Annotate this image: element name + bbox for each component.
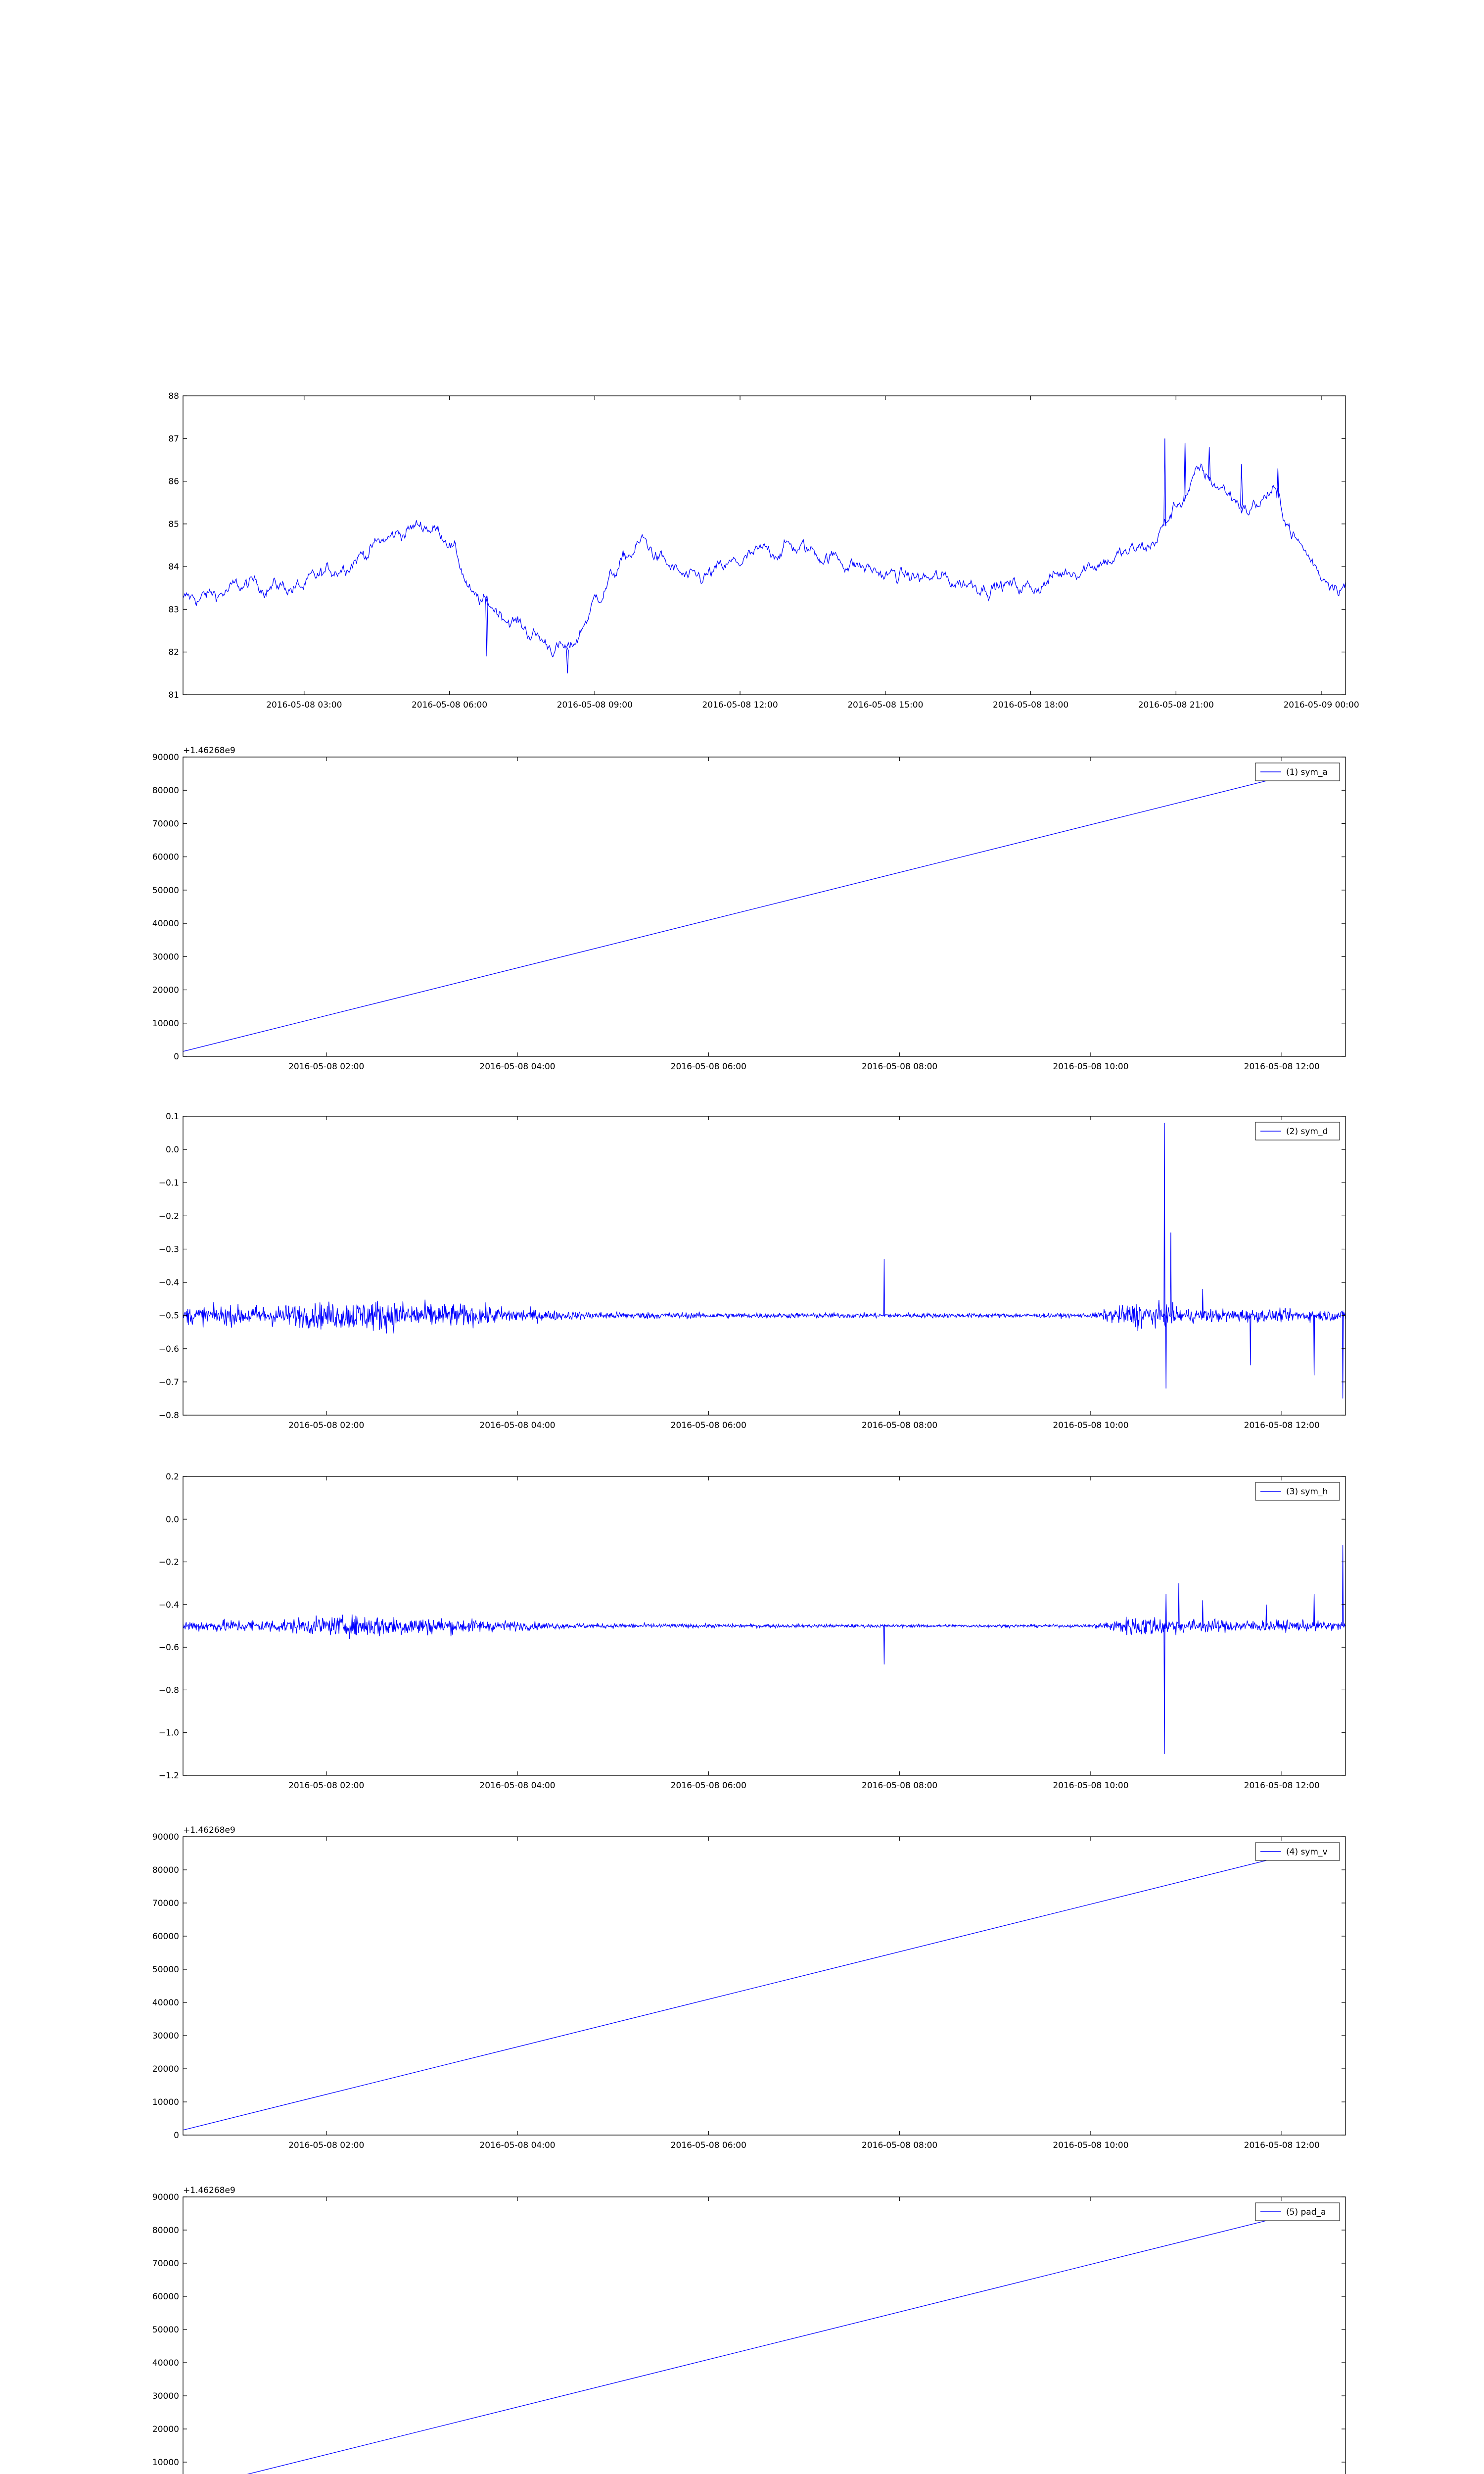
- x-tick-label: 2016-05-08 06:00: [670, 1781, 746, 1791]
- legend: [1255, 1482, 1340, 1500]
- x-tick-label: 2016-05-08 12:00: [1244, 2141, 1320, 2150]
- y-tick-label: 0.2: [165, 1472, 179, 1482]
- axis-offset-label: +1.46268e9: [183, 746, 235, 756]
- legend: [1255, 1843, 1340, 1860]
- x-tick-label: 2016-05-08 10:00: [1053, 2141, 1129, 2150]
- x-tick-label: 2016-05-08 04:00: [479, 1062, 556, 1072]
- legend-label: (5) pad_a: [1286, 2207, 1326, 2217]
- x-tick-label: 2016-05-08 04:00: [479, 1421, 556, 1430]
- x-tick-label: 2016-05-08 10:00: [1053, 1421, 1129, 1430]
- y-tick-label: 70000: [152, 1899, 179, 1908]
- x-tick-label: 2016-05-08 06:00: [411, 700, 488, 710]
- x-tick-label: 2016-05-08 06:00: [670, 2141, 746, 2150]
- y-tick-label: 40000: [152, 2358, 179, 2368]
- axes-frame: [183, 1476, 1345, 1775]
- axis-offset-label: +1.46268e9: [183, 1825, 235, 1835]
- y-tick-label: 70000: [152, 2259, 179, 2269]
- chart-panel-3: [159, 1112, 1345, 1430]
- y-tick-label: 20000: [152, 2064, 179, 2074]
- y-tick-label: 60000: [152, 2292, 179, 2302]
- y-tick-label: 82: [168, 647, 179, 658]
- y-tick-label: −0.4: [158, 1278, 179, 1288]
- y-tick-label: 60000: [152, 1932, 179, 1942]
- y-tick-label: −0.4: [158, 1600, 179, 1610]
- y-tick-label: −0.6: [158, 1344, 179, 1354]
- y-tick-label: 30000: [152, 2391, 179, 2401]
- y-tick-label: −0.2: [158, 1211, 179, 1222]
- x-tick-label: 2016-05-08 10:00: [1053, 1781, 1129, 1791]
- chart-panel-6: [152, 2186, 1345, 2474]
- y-tick-label: −0.7: [158, 1377, 179, 1387]
- x-tick-label: 2016-05-08 03:00: [266, 700, 342, 710]
- x-tick-label: 2016-05-08 08:00: [862, 2141, 938, 2150]
- y-tick-label: 20000: [152, 985, 179, 996]
- y-tick-label: 80000: [152, 786, 179, 796]
- y-tick-label: −0.8: [158, 1411, 179, 1421]
- x-tick-label: 2016-05-08 18:00: [992, 700, 1069, 710]
- y-tick-label: −0.5: [158, 1311, 179, 1321]
- y-tick-label: −0.2: [158, 1557, 179, 1568]
- y-tick-label: 88: [168, 391, 179, 401]
- y-tick-label: −0.3: [158, 1244, 179, 1255]
- y-tick-label: 50000: [152, 1965, 179, 1975]
- axis-offset-label: +1.46268e9: [183, 2186, 235, 2195]
- x-tick-label: 2016-05-08 08:00: [862, 1062, 938, 1072]
- x-tick-label: 2016-05-08 08:00: [862, 1781, 938, 1791]
- x-tick-label: 2016-05-08 04:00: [479, 2141, 556, 2150]
- legend: [1255, 763, 1340, 781]
- x-tick-label: 2016-05-08 15:00: [847, 700, 924, 710]
- series-line: [183, 438, 1345, 673]
- series-line: [183, 1123, 1345, 1398]
- y-tick-label: 30000: [152, 952, 179, 962]
- axes-frame: [183, 757, 1345, 1056]
- x-tick-label: 2016-05-08 02:00: [288, 1781, 365, 1791]
- y-tick-label: 80000: [152, 2226, 179, 2236]
- y-tick-label: 10000: [152, 2458, 179, 2468]
- y-tick-label: 87: [168, 434, 179, 444]
- y-tick-label: −0.6: [158, 1643, 179, 1653]
- y-tick-label: 0.0: [165, 1145, 179, 1155]
- y-tick-label: 83: [168, 605, 179, 615]
- y-tick-label: 81: [168, 690, 179, 700]
- y-tick-label: 0: [174, 2131, 179, 2141]
- y-tick-label: 10000: [152, 2097, 179, 2107]
- chart-panel-2: [152, 746, 1345, 1072]
- series-line: [183, 777, 1282, 1051]
- x-tick-label: 2016-05-08 02:00: [288, 2141, 365, 2150]
- y-tick-label: 0.1: [165, 1112, 179, 1122]
- y-tick-label: 50000: [152, 885, 179, 896]
- y-tick-label: 86: [168, 476, 179, 487]
- y-tick-label: 10000: [152, 1018, 179, 1029]
- x-tick-label: 2016-05-08 04:00: [479, 1781, 556, 1791]
- y-tick-label: 30000: [152, 2031, 179, 2041]
- y-tick-label: 90000: [152, 2192, 179, 2202]
- y-tick-label: −1.0: [158, 1728, 179, 1738]
- y-tick-label: 80000: [152, 1865, 179, 1875]
- x-tick-label: 2016-05-08 06:00: [670, 1062, 746, 1072]
- y-tick-label: 50000: [152, 2325, 179, 2335]
- y-tick-label: 40000: [152, 1998, 179, 2008]
- x-tick-label: 2016-05-08 12:00: [1244, 1421, 1320, 1430]
- y-tick-label: 90000: [152, 753, 179, 762]
- legend: [1255, 2203, 1340, 2221]
- x-tick-label: 2016-05-08 12:00: [702, 700, 778, 710]
- y-tick-label: 0.0: [165, 1515, 179, 1525]
- legend-label: (1) sym_a: [1286, 767, 1328, 777]
- chart-panel-1: [168, 391, 1359, 710]
- x-tick-label: 2016-05-08 02:00: [288, 1062, 365, 1072]
- y-tick-label: 0: [174, 1052, 179, 1062]
- legend-label: (3) sym_h: [1286, 1487, 1328, 1497]
- chart-panel-4: [159, 1472, 1345, 1791]
- x-tick-label: 2016-05-09 00:00: [1283, 700, 1359, 710]
- y-tick-label: 40000: [152, 919, 179, 929]
- x-tick-label: 2016-05-08 10:00: [1053, 1062, 1129, 1072]
- x-tick-label: 2016-05-08 12:00: [1244, 1062, 1320, 1072]
- y-tick-label: −0.1: [158, 1178, 179, 1189]
- y-tick-label: 85: [168, 519, 179, 529]
- series-line: [183, 1856, 1282, 2130]
- axes-frame: [183, 396, 1345, 695]
- y-tick-label: −0.8: [158, 1685, 179, 1696]
- x-tick-label: 2016-05-08 09:00: [556, 700, 633, 710]
- x-tick-label: 2016-05-08 02:00: [288, 1421, 365, 1430]
- series-line: [183, 1545, 1345, 1754]
- x-tick-label: 2016-05-08 21:00: [1138, 700, 1214, 710]
- chart-panel-5: [152, 1825, 1345, 2150]
- legend-label: (2) sym_d: [1286, 1127, 1328, 1137]
- axes-frame: [183, 1837, 1345, 2135]
- axes-frame: [183, 2197, 1345, 2474]
- y-tick-label: 70000: [152, 819, 179, 829]
- x-tick-label: 2016-05-08 06:00: [670, 1421, 746, 1430]
- x-tick-label: 2016-05-08 08:00: [862, 1421, 938, 1430]
- series-line: [183, 2217, 1282, 2474]
- legend-label: (4) sym_v: [1286, 1847, 1328, 1857]
- legend: [1255, 1122, 1340, 1140]
- y-tick-label: −1.2: [158, 1771, 179, 1781]
- y-tick-label: 60000: [152, 852, 179, 862]
- y-tick-label: 84: [168, 562, 179, 572]
- x-tick-label: 2016-05-08 12:00: [1244, 1781, 1320, 1791]
- y-tick-label: 20000: [152, 2425, 179, 2434]
- y-tick-label: 90000: [152, 1832, 179, 1842]
